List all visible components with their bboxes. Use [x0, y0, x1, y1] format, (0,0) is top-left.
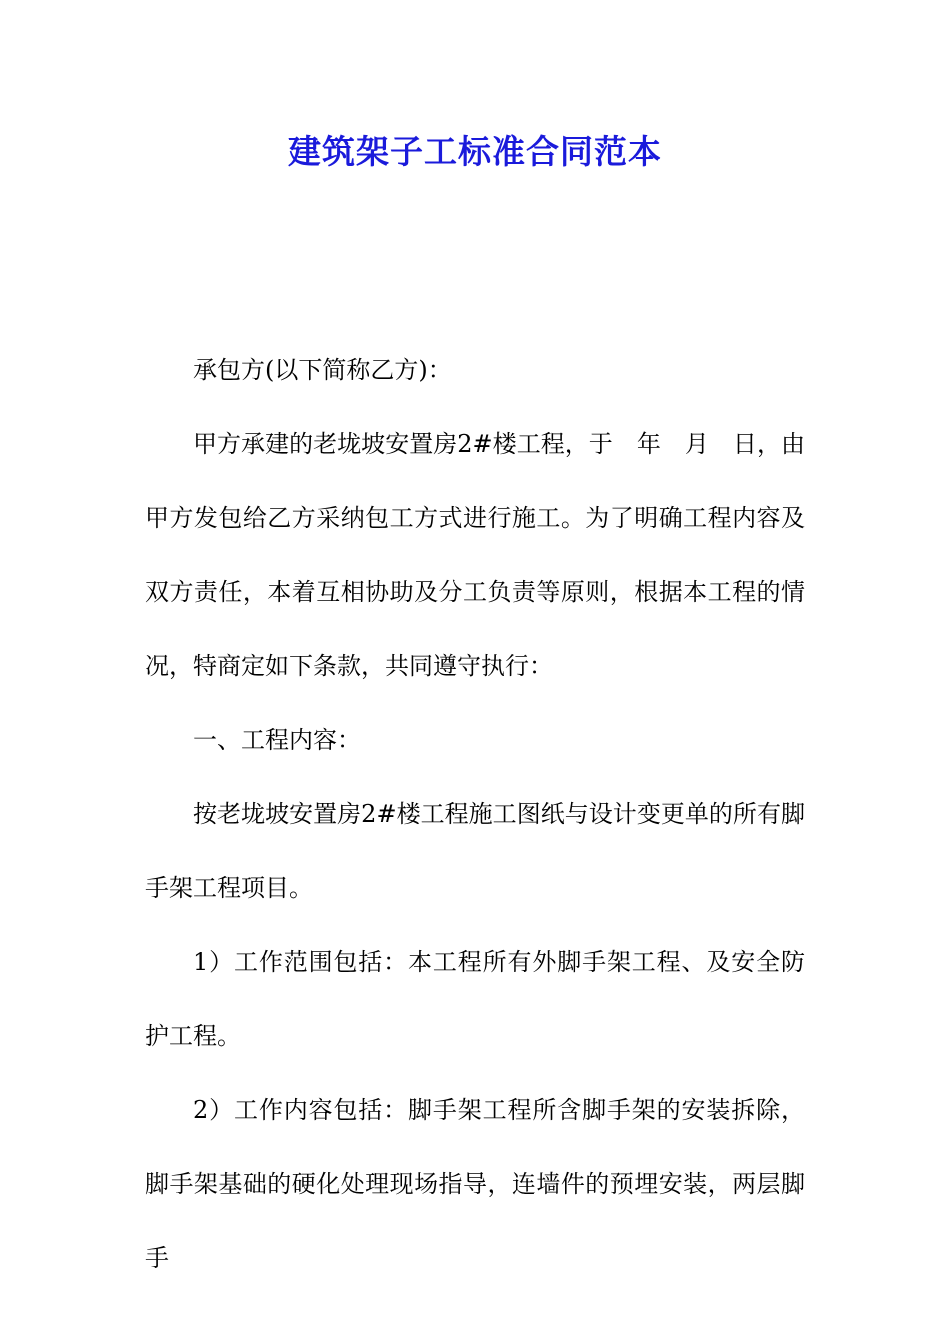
paragraph-scope: 按老垅坡安置房2#楼工程施工图纸与设计变更单的所有脚手架工程项目。 — [145, 800, 805, 902]
document-body — [145, 333, 805, 1295]
paragraph-work-content: 2）工作内容包括：脚手架工程所含脚手架的安装拆除，脚手架基础的硬化处理现场指导，连墙件的预埋安装，两层脚手 — [145, 1096, 805, 1272]
paragraph-contractor: 承包方(以下简称乙方)： — [193, 356, 452, 384]
paragraph-work-range: 1）工作范围包括：本工程所有外脚手架工程、及安全防护工程。 — [145, 948, 805, 1050]
document-title: 建筑架子工标准合同范本 — [288, 132, 662, 171]
paragraph-intro: 甲方承建的老垅坡安置房2#楼工程，于 年 月 日，由甲方发包给乙方采纳包工方式进行施工。为了明确工程内容及双方责任，本着互相协助及分工负责等原则，根据本工程的情况，特商定如下条款，共同遵守执行： — [145, 430, 805, 680]
paragraph-section-heading: 一、工程内容： — [193, 726, 361, 754]
